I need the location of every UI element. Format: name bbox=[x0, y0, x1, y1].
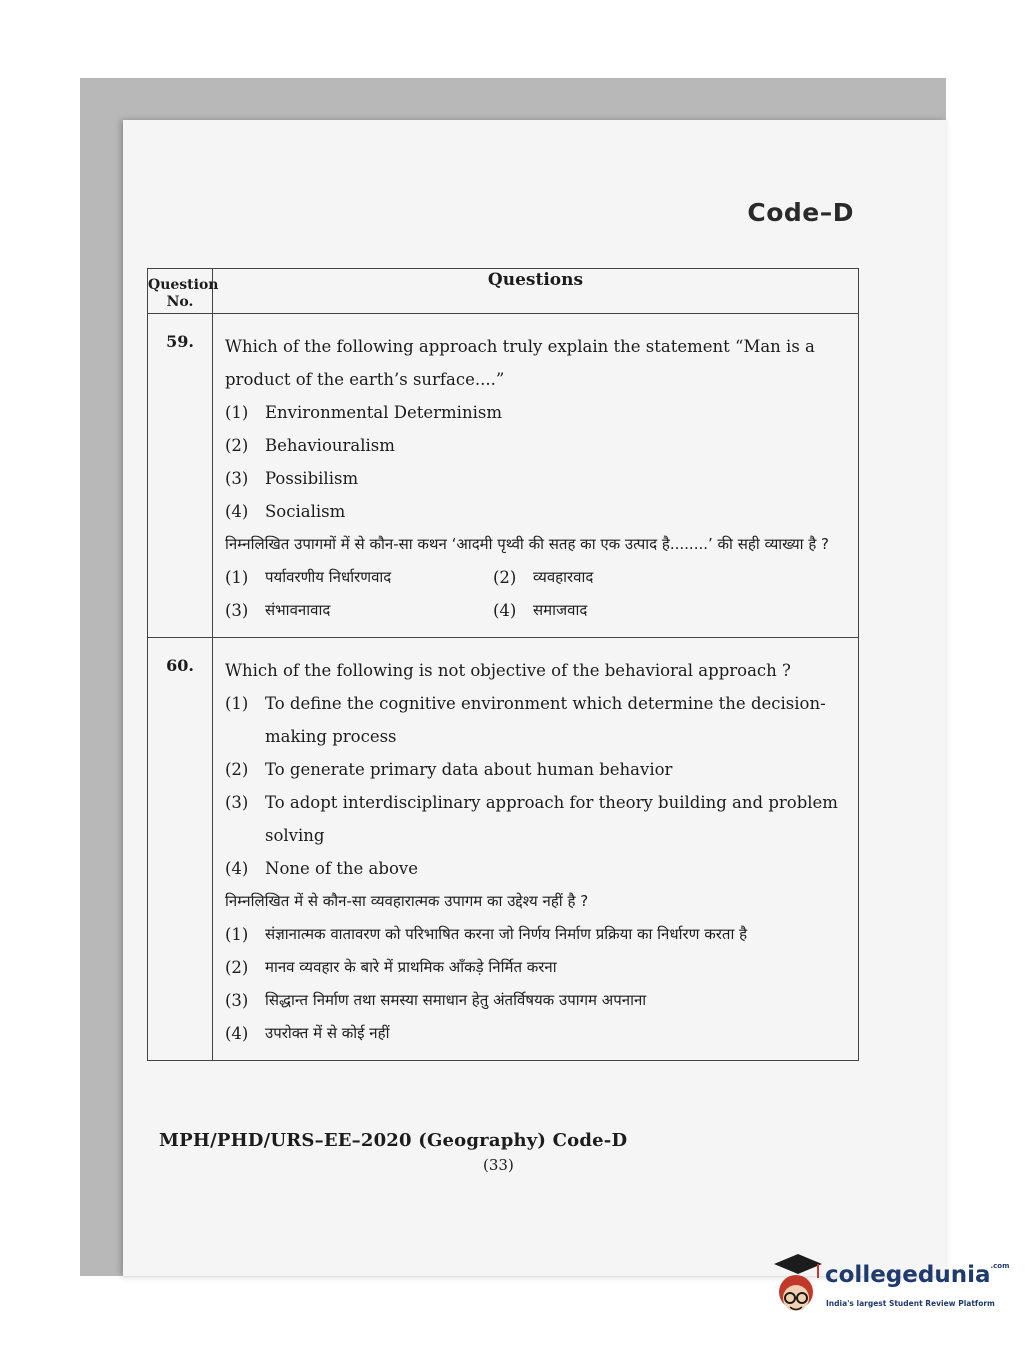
question-text-english: Which of the following approach truly explain the statement “Man is a product of the earth’s surface....” bbox=[225, 337, 815, 389]
question-number-header: Question No. bbox=[148, 269, 213, 314]
option-english bbox=[225, 753, 854, 786]
option-hindi bbox=[225, 918, 854, 951]
option-english bbox=[225, 852, 854, 885]
option-text: To generate primary data about human behavior bbox=[265, 760, 673, 779]
mascot-icon bbox=[768, 1252, 824, 1332]
question-row-60 bbox=[148, 638, 859, 1061]
option-english bbox=[225, 687, 854, 753]
option-number: (2) bbox=[225, 958, 249, 977]
exam-footer: MPH/PHD/URS–EE–2020 (Geography) Code-D bbox=[159, 1130, 628, 1151]
exam-page bbox=[123, 120, 946, 1276]
question-body bbox=[213, 638, 859, 1061]
question-table bbox=[147, 268, 859, 1061]
option-hindi bbox=[225, 594, 493, 627]
watermark-brand: collegedunia$^{.com}$ bbox=[825, 1262, 1010, 1288]
questions-header: Questions bbox=[213, 269, 859, 314]
option-number: (1) bbox=[225, 568, 249, 587]
table-header-row bbox=[148, 269, 859, 314]
option-number: (1) bbox=[225, 403, 249, 422]
paper-code: Code–D bbox=[747, 198, 854, 227]
question-row-59 bbox=[148, 314, 859, 638]
option-text: Socialism bbox=[265, 502, 346, 521]
option-number: (1) bbox=[225, 925, 249, 944]
option-english bbox=[225, 786, 854, 852]
option-text: Possibilism bbox=[265, 469, 359, 488]
option-number: (4) bbox=[225, 502, 249, 521]
question-number: 59. bbox=[148, 314, 213, 638]
option-english bbox=[225, 495, 854, 528]
question-number: 60. bbox=[148, 638, 213, 1061]
option-text: व्यवहारवाद bbox=[533, 568, 594, 586]
option-text: To define the cognitive environment which determine the decision-making process bbox=[265, 694, 826, 746]
option-text: संभावनावाद bbox=[265, 601, 331, 619]
option-english bbox=[225, 396, 854, 429]
option-text: संज्ञानात्मक वातावरण को परिभाषित करना जो निर्णय निर्माण प्रक्रिया का निर्धारण करता है bbox=[265, 925, 748, 943]
hindi-options-row bbox=[225, 561, 854, 594]
option-number: (3) bbox=[225, 793, 249, 812]
option-number: (3) bbox=[225, 991, 249, 1010]
option-number: (4) bbox=[493, 601, 517, 620]
question-body bbox=[213, 314, 859, 638]
watermark-tagline: India's largest Student Review Platform bbox=[826, 1299, 995, 1308]
option-number: (2) bbox=[493, 568, 517, 587]
question-text-hindi: निम्नलिखित में से कौन-सा व्यवहारात्मक उपागम का उद्देश्य नहीं है ? bbox=[225, 892, 589, 910]
option-hindi bbox=[225, 1017, 854, 1050]
question-text-hindi: निम्नलिखित उपागमों में से कौन-सा कथन ‘आदमी पृथ्वी की सतह का एक उत्पाद है........’ की सही व्याख्या है ? bbox=[225, 535, 830, 553]
option-hindi bbox=[225, 984, 854, 1017]
option-text: समाजवाद bbox=[533, 601, 588, 619]
option-text: None of the above bbox=[265, 859, 418, 878]
option-text: सिद्धान्त निर्माण तथा समस्या समाधान हेतु अंतर्विषयक उपागम अपनाना bbox=[265, 991, 647, 1009]
option-hindi bbox=[493, 561, 761, 594]
option-hindi bbox=[225, 951, 854, 984]
hindi-options-row bbox=[225, 594, 854, 627]
option-text: Behaviouralism bbox=[265, 436, 395, 455]
option-hindi bbox=[493, 594, 761, 627]
option-number: (2) bbox=[225, 760, 249, 779]
option-number: (3) bbox=[225, 601, 249, 620]
question-text-english: Which of the following is not objective of the behavioral approach ? bbox=[225, 661, 791, 680]
option-text: To adopt interdisciplinary approach for theory building and problem solving bbox=[265, 793, 838, 845]
option-english bbox=[225, 462, 854, 495]
option-text: उपरोक्त में से कोई नहीं bbox=[265, 1024, 390, 1042]
option-text: मानव व्यवहार के बारे में प्राथमिक आँकड़े निर्मित करना bbox=[265, 958, 557, 976]
option-hindi bbox=[225, 561, 493, 594]
option-text: Environmental Determinism bbox=[265, 403, 502, 422]
option-number: (2) bbox=[225, 436, 249, 455]
option-number: (1) bbox=[225, 694, 249, 713]
option-number: (4) bbox=[225, 1024, 249, 1043]
option-english bbox=[225, 429, 854, 462]
page-number: (33) bbox=[483, 1156, 514, 1174]
option-text: पर्यावरणीय निर्धारणवाद bbox=[265, 568, 392, 586]
watermark-logo bbox=[768, 1252, 1010, 1332]
option-number: (3) bbox=[225, 469, 249, 488]
option-number: (4) bbox=[225, 859, 249, 878]
